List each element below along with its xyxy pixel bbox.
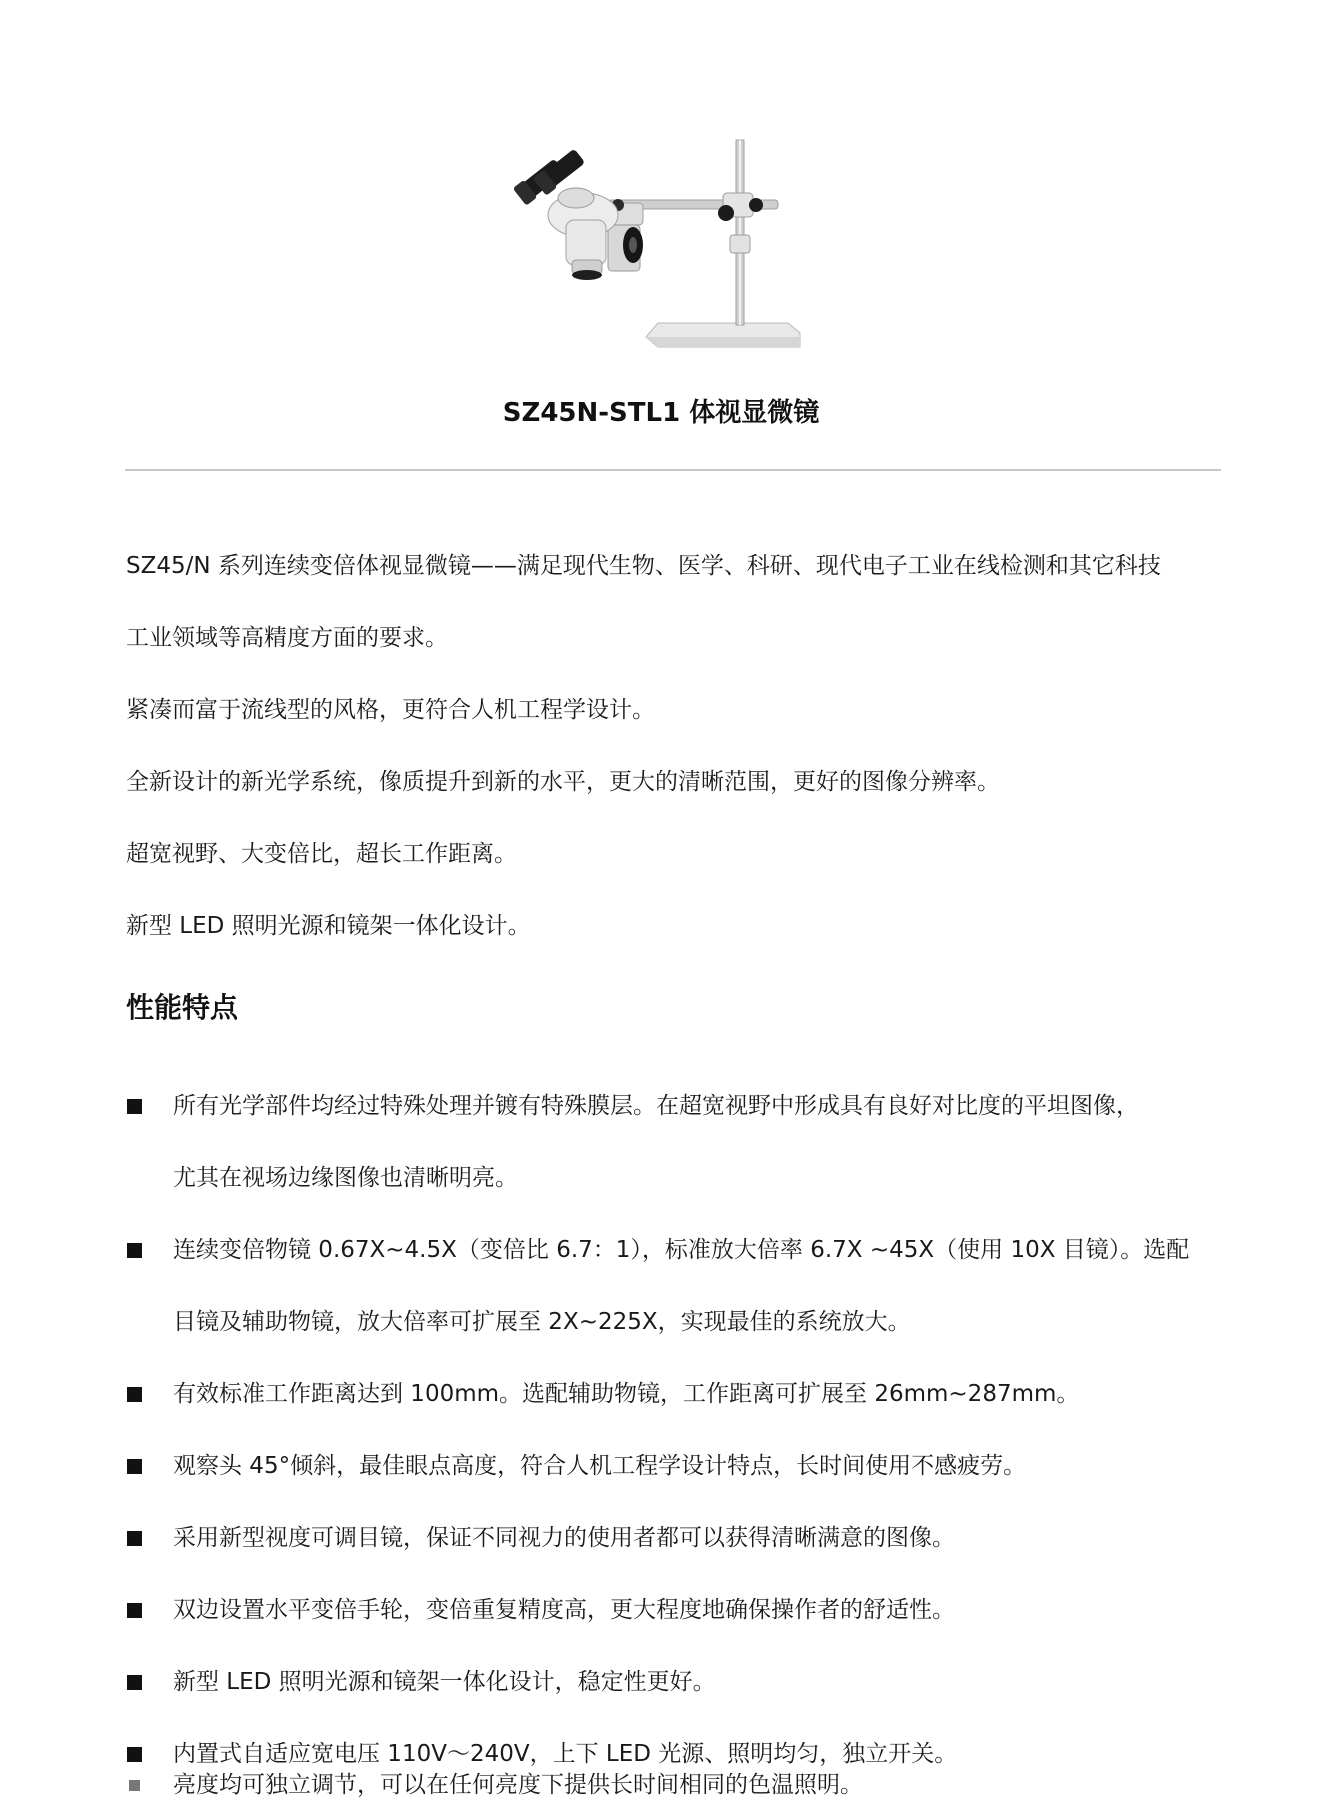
intro-paragraph-line: 工业领域等高精度方面的要求。 [126,625,448,651]
product-title: SZ45N-STL1 体视显微镜 [502,398,820,428]
intro-paragraph: 紧凑而富于流线型的风格，更符合人机工程学设计。 [126,697,655,723]
bullet-icon [127,1603,142,1618]
feature-line: 亮度均可独立调节，可以在任何亮度下提供长时间相同的色温照明。 [173,1772,863,1798]
intro-paragraph: 全新设计的新光学系统，像质提升到新的水平，更大的清晰范围，更好的图像分辨率。 [126,769,1000,795]
feature-line: 双边设置水平变倍手轮，变倍重复精度高，更大程度地确保操作者的舒适性。 [173,1597,955,1623]
bullet-icon [127,1531,142,1546]
feature-line: 尤其在视场边缘图像也清晰明亮。 [173,1165,518,1191]
bullet-icon [127,1675,142,1690]
feature-line: 内置式自适应宽电压 110V～240V，上下 LED 光源、照明均匀，独立开关。 [173,1741,958,1767]
feature-line: 新型 LED 照明光源和镜架一体化设计，稳定性更好。 [173,1669,716,1695]
bullet-icon [127,1099,142,1114]
features-heading: 性能特点 [126,991,239,1024]
bullet-icon [129,1780,140,1791]
bullet-icon [127,1459,142,1474]
feature-line: 目镜及辅助物镜，放大倍率可扩展至 2X~225X，实现最佳的系统放大。 [173,1309,911,1335]
intro-paragraph-line: SZ45/N 系列连续变倍体视显微镜——满足现代生物、医学、科研、现代电子工业在线检测和其它科技 [126,553,1161,579]
feature-line: 所有光学部件均经过特殊处理并镀有特殊膜层。在超宽视野中形成具有良好对比度的平坦图像， [173,1093,1139,1119]
intro-paragraph: 新型 LED 照明光源和镜架一体化设计。 [126,913,531,939]
bullet-icon [127,1387,142,1402]
feature-line: 有效标准工作距离达到 100mm。选配辅助物镜，工作距离可扩展至 26mm~287mm。 [173,1381,1080,1407]
title-divider [125,469,1221,471]
product-image [508,135,808,360]
bullet-icon [127,1747,142,1762]
bullet-icon [127,1243,142,1258]
feature-line: 采用新型视度可调目镜，保证不同视力的使用者都可以获得清晰满意的图像。 [173,1525,955,1551]
feature-line: 连续变倍物镜 0.67X~4.5X（变倍比 6.7：1），标准放大倍率 6.7X ~45X（使用 10X 目镜）。选配 [173,1237,1190,1263]
feature-line: 观察头 45°倾斜，最佳眼点高度，符合人机工程学设计特点，长时间使用不感疲劳。 [173,1453,1027,1479]
intro-paragraph: 超宽视野、大变倍比，超长工作距离。 [126,841,517,867]
